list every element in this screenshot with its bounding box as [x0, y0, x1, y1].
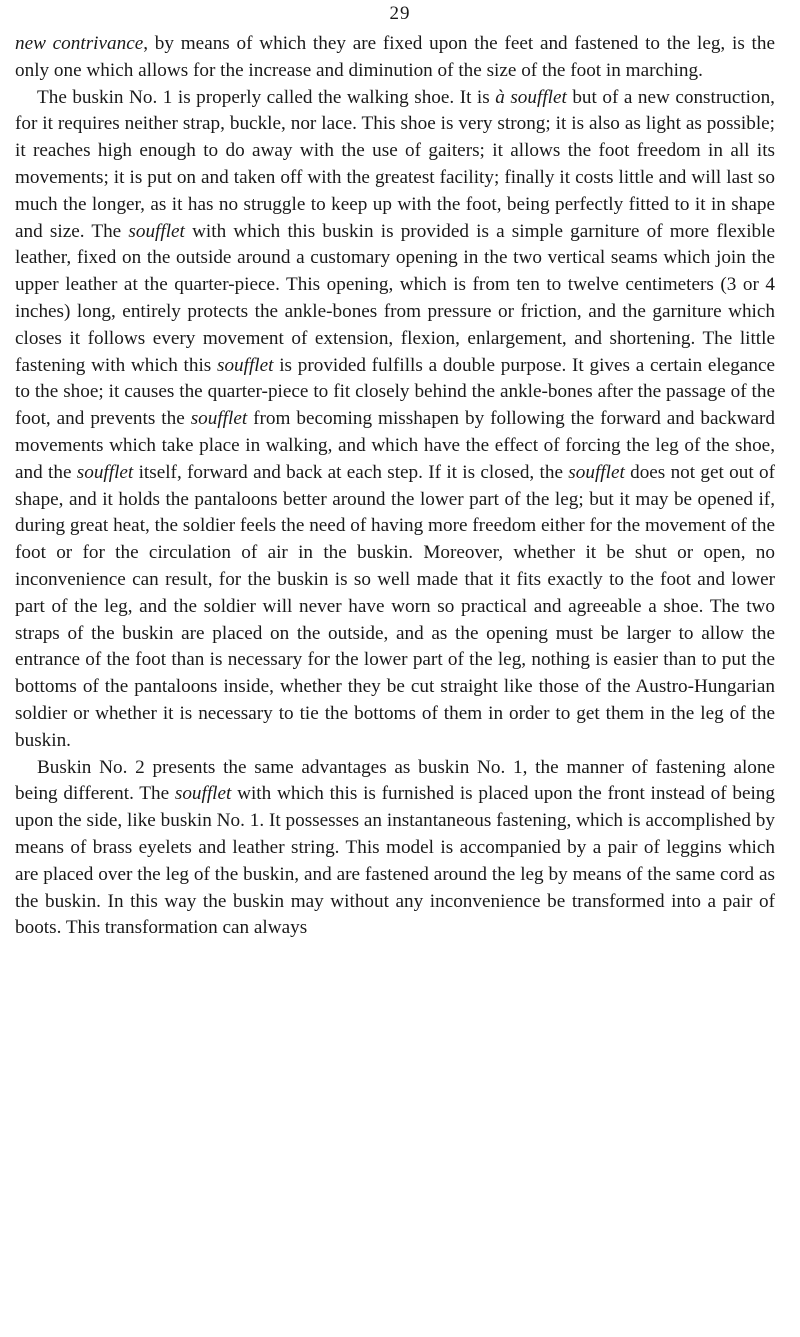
italic-term: soufflet — [128, 220, 185, 242]
italic-term: soufflet — [568, 461, 625, 483]
italic-term: soufflet — [174, 783, 232, 805]
text-run: is provided fulfills a double purpose. It gives a certain elegance to the shoe; it causes the quarter-piece to fit closely behind the ankle-bones after the passage of the foot, and prevents the — [15, 354, 775, 430]
text-run: with which this is furnished is placed upon the front instead of being upon the side, like buskin No. 1. It possesses an instantaneous fastening, which is accomplished by means of brass eyelets and leather string. This model is accompanied by a pair of leggins which are placed over the leg of the buskin, and are fastened around the leg by means of the same cord as the buskin. In this way the buskin may without any inconvenience be transformed into a pair of boots. This transformation can always — [15, 783, 775, 939]
text-run: Buskin No. 2 presents the same advantages as buskin No. 1, the manner of fastening alone being different. The — [15, 756, 775, 805]
italic-term: soufflet — [216, 354, 274, 376]
paragraph — [15, 31, 775, 85]
text-run: but of a new construction, for it requires neither strap, buckle, nor lace. This shoe is very strong; it is also as light as possible; it reaches high enough to do away with the use of gaiters; it allows the foot freedom in all its movements; it is put on and taken off with the greatest facility; finally it costs little and will last so much the longer, as it has no struggle to keep up with the foot, being perfectly fitted to it in shape and size. The — [15, 86, 775, 242]
text-run: The buskin No. 1 is properly called the walking shoe. It is — [37, 86, 496, 108]
page-number: 29 — [389, 3, 411, 24]
text-run: itself, forward and back at each step. If it is closed, the — [133, 461, 569, 483]
body-text — [15, 31, 775, 942]
paragraph — [15, 755, 775, 943]
text-run: , by means of which they are fixed upon the feet and fastened to the leg, is the only one which allows for the increase and diminution of the size of the foot in marching. — [15, 33, 775, 81]
paragraph — [15, 85, 775, 755]
italic-term: soufflet — [190, 408, 248, 430]
text-run: with which this buskin is provided is a simple garniture of more flexible leather, fixed on the outside around a customary opening in the two vertical seams which join the upper leather at the quarter-piece. This opening, which is from ten to twelve centimeters (3 or 4 inches) long, entirely protects the ankle-bones from pressure or friction, and the garniture which closes it follows every movement of extension, flexion, enlargement, and shortening. The little fastening with which this — [15, 220, 775, 376]
text-run: from becoming misshapen by following the forward and backward movements which take place in walking, and which have the effect of forcing the leg of the shoe, and the — [15, 408, 776, 483]
text-run: does not get out of shape, and it holds the pantaloons better around the lower part of the leg; but it may be opened if, during great heat, the soldier feels the need of having more freedom either for the movement of the foot or for the circulation of air in the buskin. Moreover, whether it be shut or open, no inconvenience can result, for the buskin is so well made that it fits exactly to the foot and lower part of the leg, and the soldier will never have worn so practical and agreeable a shoe. The two straps of the buskin are placed on the outside, and as the opening must be larger to allow the entrance of the foot than is necessary for the lower part of the leg, nothing is easier than to put the bottoms of the pantaloons inside, whether they be cut straight like those of the Austro-Hungarian soldier or whether it is necessary to tie the bottoms of them in order to get them in the leg of the buskin. — [15, 461, 775, 751]
italic-term: new contrivance — [15, 33, 144, 54]
italic-term: à soufflet — [495, 86, 567, 108]
italic-term: soufflet — [76, 461, 134, 483]
